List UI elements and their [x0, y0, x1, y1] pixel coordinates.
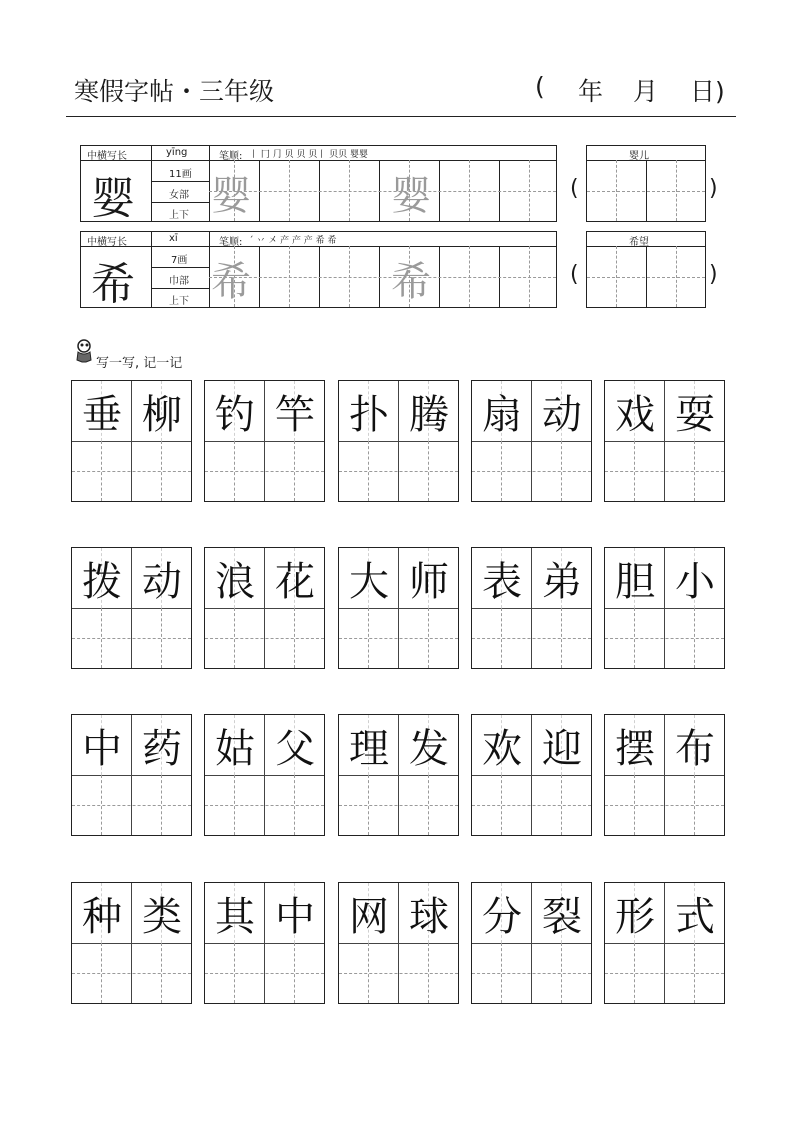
- char-1-stroke-label: 笔顺:: [219, 151, 243, 162]
- char-2-pinyin: xī: [169, 233, 178, 244]
- word-character: 扑: [349, 391, 389, 438]
- word-character: 戏: [615, 391, 655, 438]
- char-table-1: [80, 145, 557, 222]
- word-character: 中: [82, 725, 122, 772]
- word-character: 中: [275, 893, 315, 940]
- char-1-pinyin: yīng: [166, 147, 188, 158]
- word-block: [71, 380, 192, 502]
- section-title: 写一写, 记一记: [96, 356, 183, 371]
- word-character: 耍: [675, 391, 715, 438]
- char-2-stroke-sequence: ˊ 丷 㐅 产 产 产 希 希: [249, 236, 337, 246]
- word-character: 布: [675, 725, 715, 772]
- word-character: 欢: [482, 725, 522, 772]
- char-1-structure: 上下: [169, 210, 189, 221]
- word-block: [204, 714, 325, 836]
- word-character: 花: [275, 558, 315, 605]
- word-block: [338, 380, 459, 502]
- word-2-close-paren: ): [709, 262, 718, 287]
- word-character: 大: [349, 558, 389, 605]
- word-block: [471, 380, 592, 502]
- char-2-word: 希望: [629, 237, 649, 248]
- word-character: 胆: [615, 558, 655, 605]
- word-character: 动: [542, 391, 582, 438]
- word-block: [471, 714, 592, 836]
- word-character: 分: [482, 893, 522, 940]
- word-character: 拨: [82, 558, 122, 605]
- word-2-open-paren: (: [570, 262, 579, 287]
- char-2-stroke-label: 笔顺:: [219, 237, 243, 248]
- char-2-trace-2: 希: [391, 259, 431, 305]
- word-character: 姑: [215, 725, 255, 772]
- word-block: [604, 882, 725, 1004]
- word-box-1: [586, 145, 706, 222]
- word-block: [71, 882, 192, 1004]
- word-character: 小: [675, 558, 715, 605]
- header-divider: [66, 116, 736, 117]
- char-2-trace-1: 希: [211, 259, 251, 305]
- char-1-word: 婴儿: [629, 151, 649, 162]
- cartoon-character-icon: [74, 338, 96, 364]
- word-character: 迎: [542, 725, 582, 772]
- char-2-label: 中横写长: [87, 237, 127, 248]
- word-1-open-paren: (: [570, 176, 579, 201]
- word-character: 裂: [542, 893, 582, 940]
- date-open-paren: (: [535, 72, 545, 101]
- word-character: 种: [82, 893, 122, 940]
- word-block: [338, 882, 459, 1004]
- word-block: [604, 380, 725, 502]
- word-block: [71, 547, 192, 669]
- char-2-radical: 巾部: [169, 276, 189, 287]
- char-1-stroke-sequence: 丨 冂 ⺆ 贝 贝 贝丨 贝贝 婴婴: [249, 150, 369, 160]
- word-character: 柳: [142, 391, 182, 438]
- page-title: 寒假字帖・三年级: [74, 77, 275, 106]
- word-character: 腾: [409, 391, 449, 438]
- word-character: 球: [409, 893, 449, 940]
- char-1-big: 婴: [91, 173, 135, 224]
- date-month: 月: [633, 77, 659, 106]
- char-2-structure: 上下: [169, 296, 189, 307]
- char-1-radical: 女部: [169, 190, 189, 201]
- word-block: [338, 714, 459, 836]
- word-block: [71, 714, 192, 836]
- word-character: 式: [675, 893, 715, 940]
- word-character: 摆: [615, 725, 655, 772]
- word-character: 钓: [215, 391, 255, 438]
- word-character: 网: [349, 893, 389, 940]
- word-1-close-paren: ): [709, 176, 718, 201]
- word-block: [338, 547, 459, 669]
- word-character: 药: [142, 725, 182, 772]
- word-character: 弟: [542, 558, 582, 605]
- word-character: 垂: [82, 391, 122, 438]
- word-block: [204, 547, 325, 669]
- word-block: [604, 714, 725, 836]
- word-character: 理: [349, 725, 389, 772]
- word-character: 动: [142, 558, 182, 605]
- char-1-trace-2: 婴: [391, 173, 431, 219]
- word-character: 父: [275, 725, 315, 772]
- word-block: [471, 547, 592, 669]
- word-character: 发: [409, 725, 449, 772]
- date-day: 日): [690, 77, 725, 106]
- word-character: 其: [215, 893, 255, 940]
- word-character: 扇: [482, 391, 522, 438]
- word-character: 浪: [215, 558, 255, 605]
- char-1-trace-1: 婴: [211, 173, 251, 219]
- word-block: [204, 882, 325, 1004]
- word-character: 师: [409, 558, 449, 605]
- word-character: 形: [615, 893, 655, 940]
- date-year: 年: [578, 77, 604, 106]
- word-box-2: [586, 231, 706, 308]
- word-block: [204, 380, 325, 502]
- word-block: [604, 547, 725, 669]
- char-table-2: [80, 231, 557, 308]
- char-2-strokes: 7画: [171, 255, 188, 266]
- char-1-label: 中横写长: [87, 151, 127, 162]
- word-character: 类: [142, 893, 182, 940]
- word-character: 表: [482, 558, 522, 605]
- char-2-big: 希: [91, 259, 135, 310]
- word-block: [471, 882, 592, 1004]
- char-1-strokes: 11画: [169, 169, 192, 180]
- word-character: 竿: [275, 391, 315, 438]
